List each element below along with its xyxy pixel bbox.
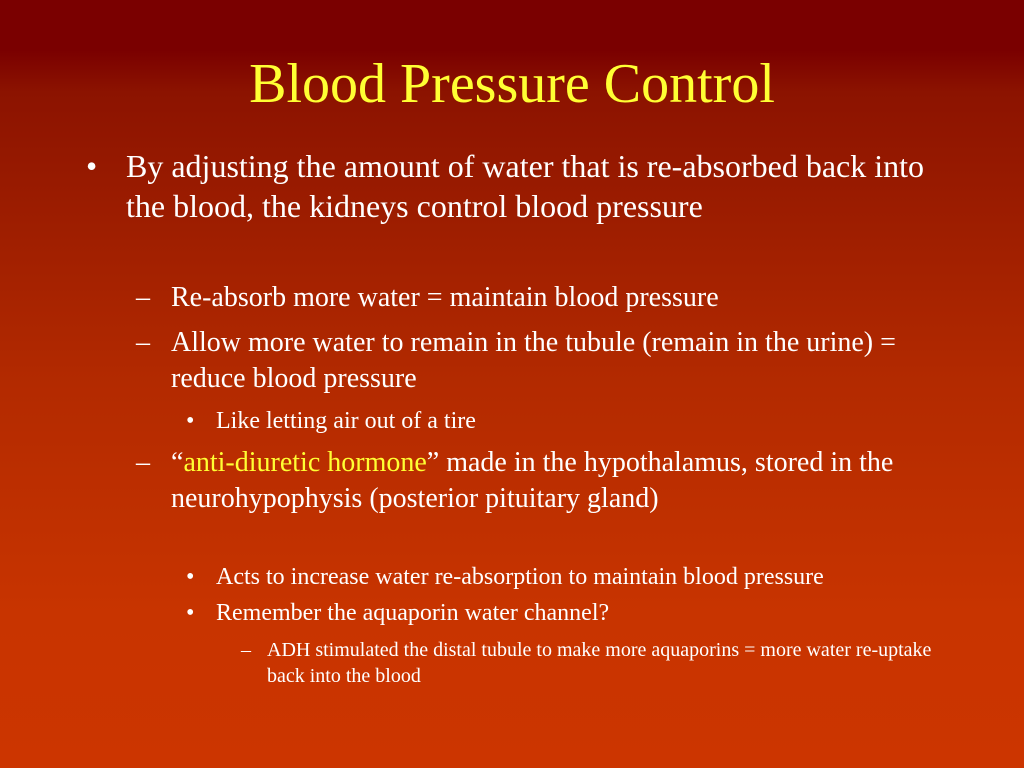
sub-bullet-text: Allow more water to remain in the tubule (remain in the urine) = reduce blood pressure [171, 327, 896, 394]
sub-bullet-item [136, 445, 971, 517]
bullet-marker: • [186, 600, 195, 626]
slide-title: Blood Pressure Control [249, 53, 775, 115]
dash-marker: – [241, 639, 251, 661]
dash-marker: – [136, 327, 150, 358]
dash-marker: – [136, 447, 150, 478]
highlighted-term: anti-diuretic hormone [183, 447, 427, 478]
bullet-item [86, 146, 946, 226]
bullet-marker: • [86, 148, 98, 184]
sub-sub-bullet-text: Like letting air out of a tire [216, 408, 476, 434]
level4-bullet-item [241, 637, 947, 689]
sub-bullet-item [136, 280, 971, 316]
bullet-marker: • [186, 564, 195, 590]
open-quote: “ [171, 447, 184, 478]
sub-bullet-text: Re-absorb more water = maintain blood pressure [171, 282, 719, 313]
sub-bullet-text [171, 447, 893, 514]
level4-bullet-text: ADH stimulated the distal tubule to make more aquaporins = more water re-uptake back into the blood [267, 639, 932, 687]
sub-sub-bullet-item [186, 598, 996, 628]
sub-sub-bullet-item [186, 562, 996, 592]
bullet-text: By adjusting the amount of water that is re-absorbed back into the blood, the kidneys control blood pressure [126, 148, 925, 224]
bullet-marker: • [186, 408, 195, 434]
sub-bullet-text-rest: ” made in the hypothalamus, stored in the neurohypophysis (posterior pituitary gland) [171, 447, 894, 514]
dash-marker: – [136, 282, 150, 313]
sub-sub-bullet-item [186, 406, 996, 436]
sub-bullet-item [136, 325, 971, 397]
sub-sub-bullet-text: Remember the aquaporin water channel? [216, 600, 610, 626]
sub-sub-bullet-text: Acts to increase water re-absorption to maintain blood pressure [216, 564, 824, 590]
